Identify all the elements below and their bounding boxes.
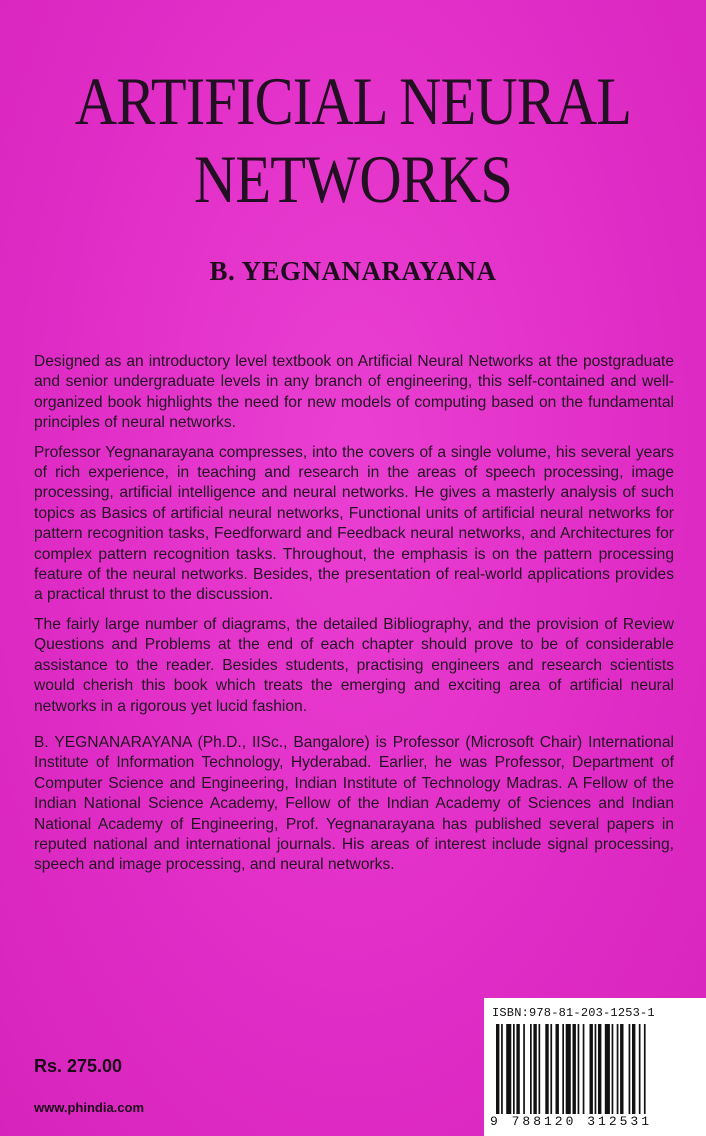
title-line-2: NETWORKS xyxy=(193,141,512,217)
blurb-paragraph-1: Designed as an introductory level textbook on Artificial Neural Networks at the postgraduate and senior undergraduate levels in any branch of engineering, this self-contained and well-organized book highlights the need for new models of computing based on the fundamental principles of neural networks. xyxy=(34,353,674,432)
price-label: Rs. 275.00 xyxy=(34,1056,123,1076)
barcode-stripe xyxy=(516,1024,519,1114)
barcode-stripe xyxy=(595,1024,597,1114)
barcode-stripe xyxy=(530,1024,532,1114)
barcode-stripe xyxy=(590,1024,593,1114)
barcode-stripe xyxy=(578,1024,580,1114)
barcode-stripe xyxy=(605,1024,610,1114)
barcode-stripe xyxy=(533,1024,536,1114)
barcode-stripe xyxy=(598,1024,601,1114)
barcode-stripe xyxy=(620,1024,623,1114)
barcode-stripe xyxy=(506,1024,511,1114)
barcode-stripe xyxy=(496,1024,499,1114)
barcode-stripe xyxy=(644,1024,646,1114)
barcode-stripe xyxy=(556,1024,559,1114)
barcode-stripe xyxy=(539,1024,541,1114)
barcode-stripe xyxy=(583,1024,585,1114)
barcode-stripe xyxy=(566,1024,571,1114)
book-title xyxy=(49,62,656,218)
barcode-stripe xyxy=(612,1024,614,1114)
barcode-bars xyxy=(494,1024,700,1114)
publisher-website: www.phindia.com xyxy=(34,1100,145,1115)
barcode-panel xyxy=(484,998,706,1136)
barcode-stripe xyxy=(639,1024,641,1114)
barcode-stripe xyxy=(501,1024,503,1114)
barcode-stripe xyxy=(573,1024,576,1114)
author-name: B. YEGNANARAYANA xyxy=(209,256,497,286)
isbn-label: ISBN:978-81-203-1253-1 xyxy=(492,1006,655,1020)
blurb-paragraph-3: The fairly large number of diagrams, the detailed Bibliography, and the provision of Review Questions and Problems at the end of each chapter should prove to be of considerable assistance to the reader. Besides students, practising engineers and research scientists would cherish this book which treats the emerging and exciting area of artificial neural networks in a rigorous yet lucid fashion. xyxy=(34,615,674,715)
barcode-stripe xyxy=(550,1024,552,1114)
barcode-digits: 9 788120 312531 xyxy=(490,1114,653,1129)
blurb-paragraph-2: Professor Yegnanarayana compresses, into the covers of a single volume, his several years of rich experience, in teaching and research in the areas of speech processing, image processing, artificial intelligence and neural networks. He gives a masterly analysis of such topics as Basics of artificial neural networks, Functional units of artificial neural networks for pattern recognition tasks, Feedforward and Feedback neural networks, and Architectures for complex pattern recognition tasks. Throughout, the emphasis is on the pattern processing feature of the neural networks. Besides, the presentation of real-world applications provides a practical thrust to the discussion. xyxy=(34,443,674,604)
barcode-stripe xyxy=(545,1024,548,1114)
blurb xyxy=(34,352,674,885)
barcode-stripe xyxy=(629,1024,631,1114)
title-line-1: ARTIFICIAL NEURAL xyxy=(74,63,632,139)
barcode-stripe xyxy=(617,1024,619,1114)
barcode-stripe xyxy=(562,1024,564,1114)
barcode-stripe xyxy=(632,1024,635,1114)
barcode-stripe xyxy=(523,1024,525,1114)
author-bio: B. YEGNANARAYANA (Ph.D., IISc., Bangalore) is Professor (Microsoft Chair) International Institute of Information Technology, Hyderabad. Earlier, he was Professor, Department of Computer Science and Engineering, Indian Institute of Technology Madras. A Fellow of the Indian National Science Academy, Fellow of the Indian Academy of Sciences and Indian National Academy of Engineering, Prof. Yegnanarayana has published several papers in reputed national and international journals. His areas of interest include signal processing, speech and image processing, and neural networks. xyxy=(34,733,674,874)
barcode-stripe xyxy=(513,1024,515,1114)
